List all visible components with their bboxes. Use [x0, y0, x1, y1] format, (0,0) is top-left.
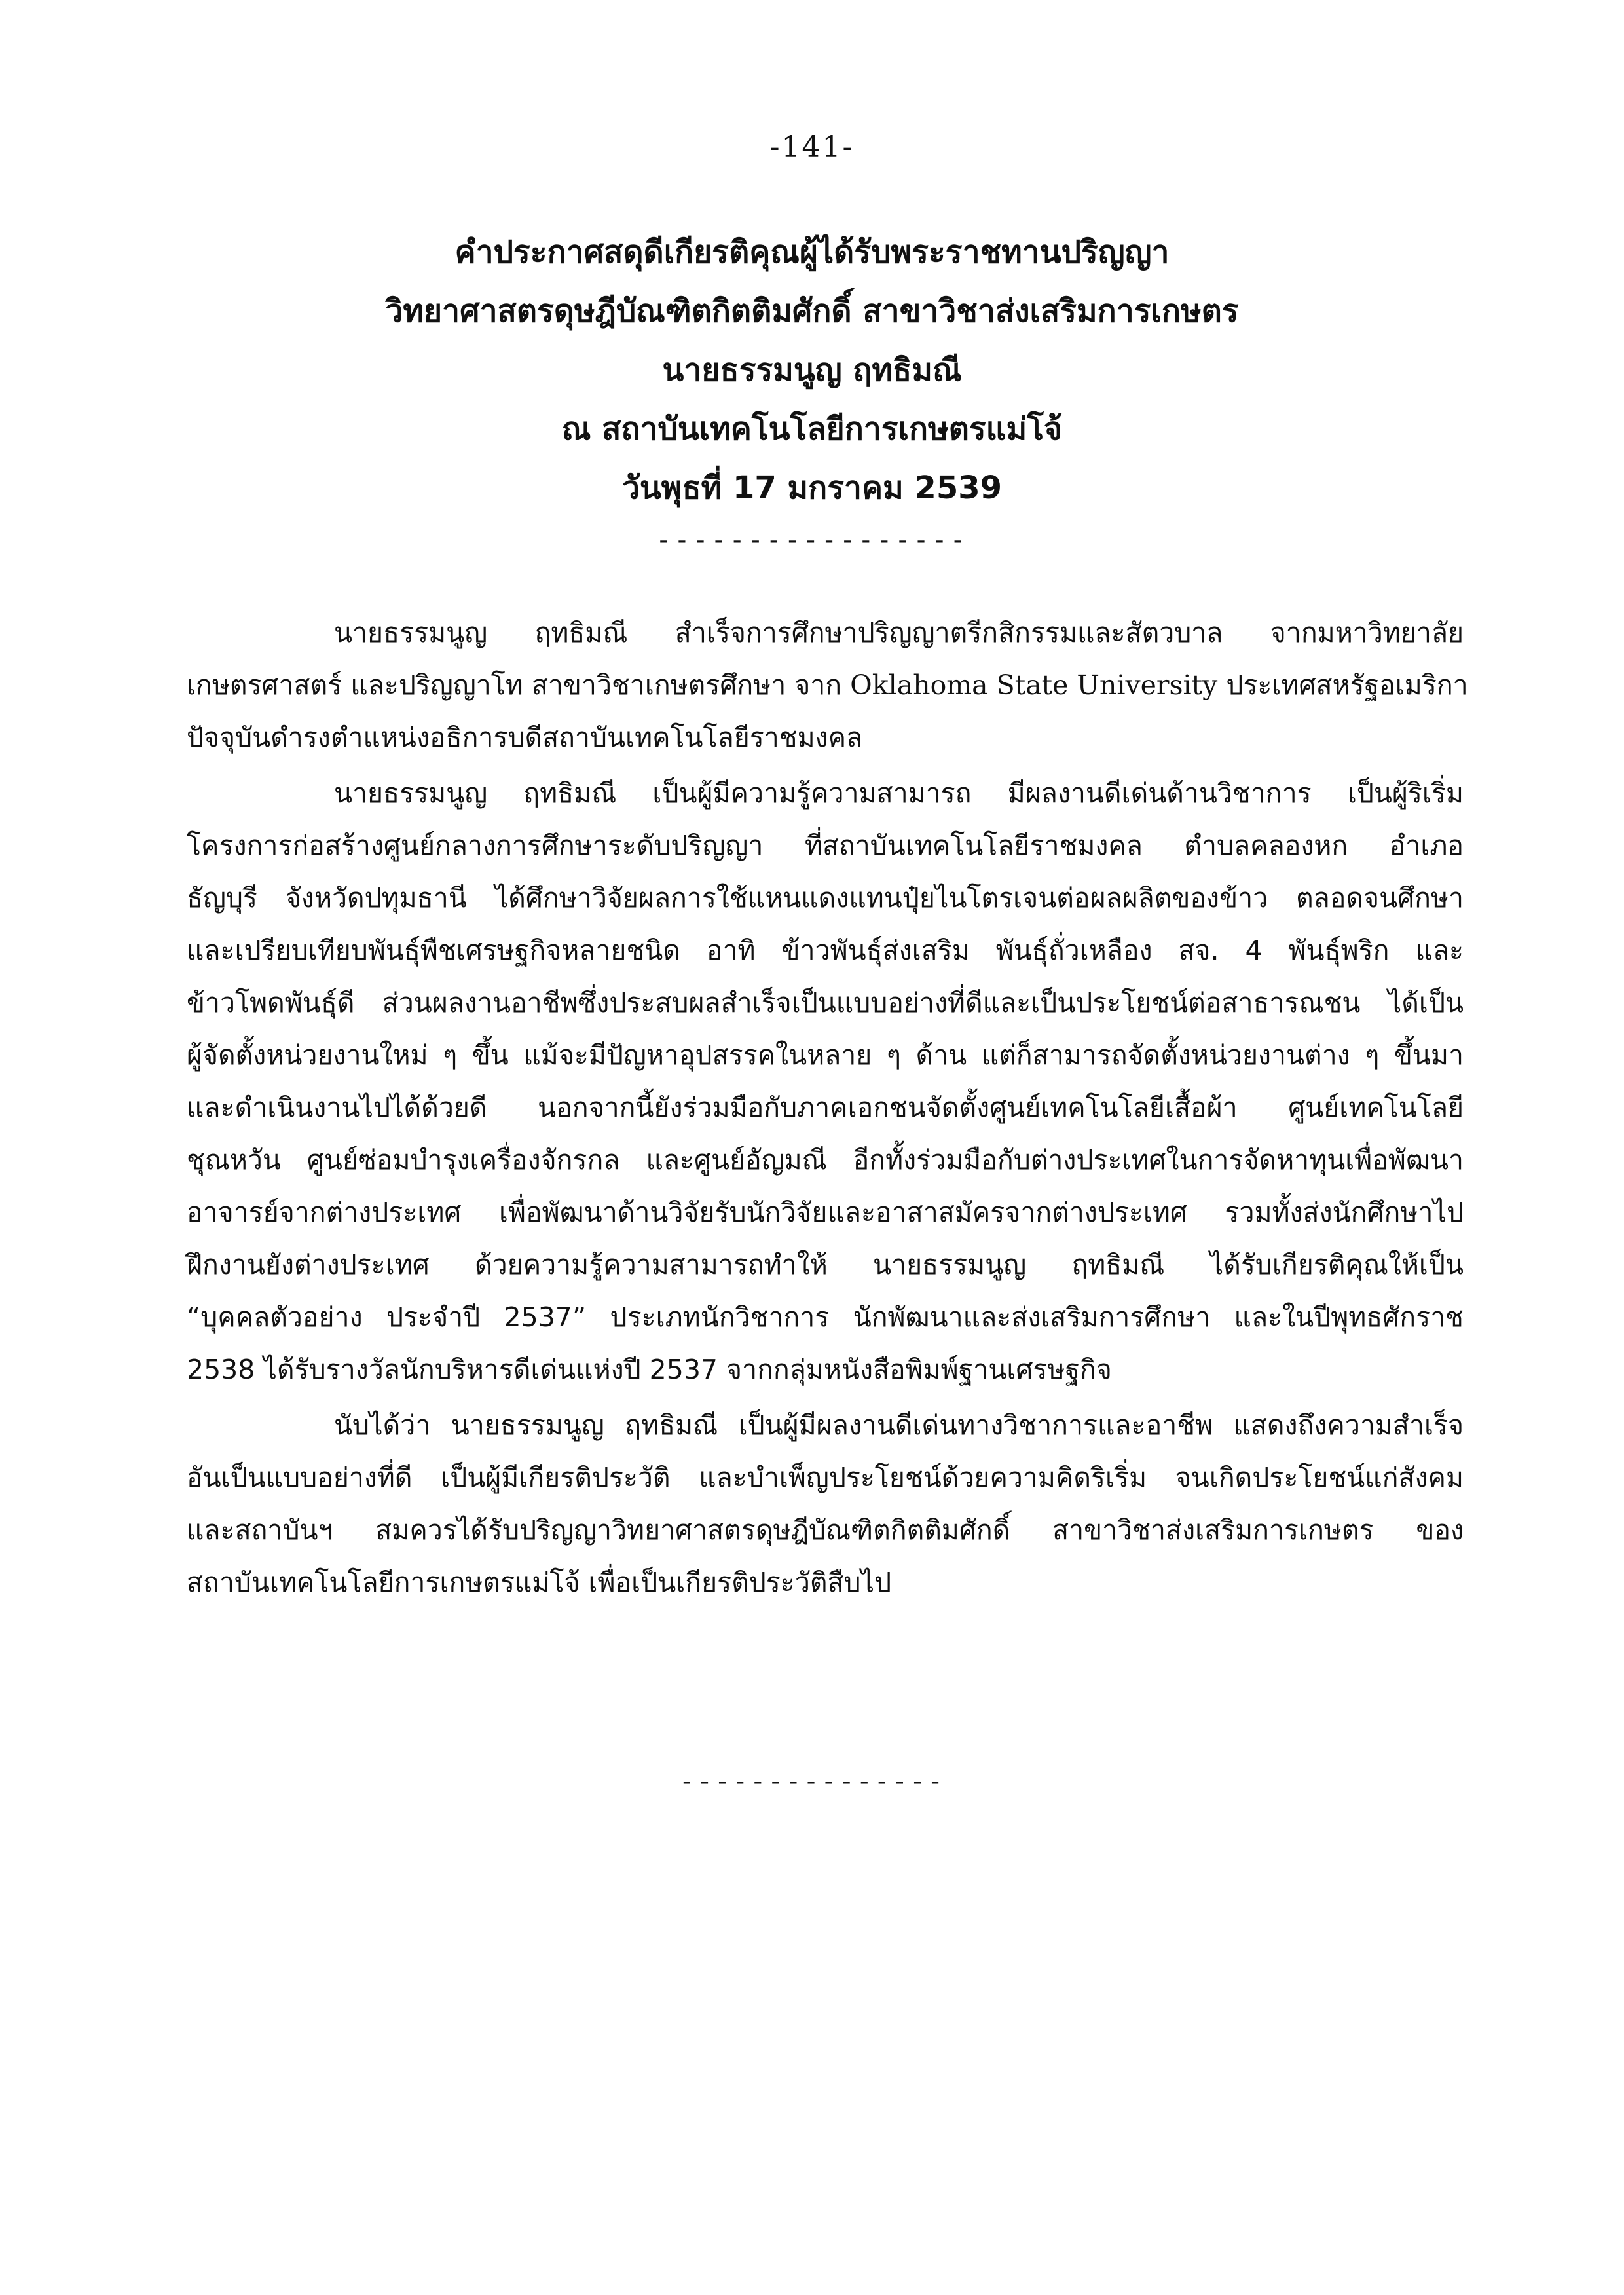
- university-name: Oklahoma State University: [850, 669, 1218, 701]
- end-divider: ---------------: [678, 1766, 946, 1797]
- paragraph-2-line-6: ผู้จัดตั้งหน่วยงานใหม่ ๆ ขึ้น แม้จะมีปัญหาอุปสรรคในหลาย ๆ ด้าน แต่ก็สามารถจัดตั้งหน่วยงานต่าง ๆ ขึ้นมา: [187, 1039, 1464, 1071]
- paragraph-2-line-1: นายธรรมนูญ ฤทธิมณี เป็นผู้มีความรู้ความสามารถ มีผลงานดีเด่นด้านวิชาการ เป็นผู้ริเริ่ม: [334, 777, 1464, 809]
- document-title: [131, 223, 1493, 517]
- paragraph-3-line-1: นับได้ว่า นายธรรมนูญ ฤทธิมณี เป็นผู้มีผลงานดีเด่นทางวิชาการและอาชีพ แสดงถึงความสำเร็จ: [334, 1409, 1464, 1441]
- title-line-1: คำประกาศสดุดีเกียรติคุณผู้ได้รับพระราชทานปริญญา: [454, 234, 1170, 271]
- paragraph-2-line-9: อาจารย์จากต่างประเทศ เพื่อพัฒนาด้านวิจัยรับนักวิจัยและอาสาสมัครจากต่างประเทศ รวมทั้งส่งนักศึกษาไป: [187, 1197, 1464, 1228]
- paragraph-1-line-1: นายธรรมนูญ ฤทธิมณี สำเร็จการศึกษาปริญญาตรีกสิกรรมและสัตวบาล จากมหาวิทยาลัย: [334, 617, 1464, 648]
- paragraph-1-line-3: ปัจจุบันดำรงตำแหน่งอธิการบดีสถาบันเทคโนโลยีราชมงคล: [187, 722, 863, 753]
- page-number: -141-: [769, 130, 855, 164]
- title-line-2: วิทยาศาสตรดุษฎีบัณฑิตกิตติมศักดิ์ สาขาวิชาส่งเสริมการเกษตร: [385, 293, 1239, 329]
- title-divider: -----------------: [655, 525, 969, 555]
- paragraph-2-line-5: ข้าวโพดพันธุ์ดี ส่วนผลงานอาชีพซึ่งประสบผลสำเร็จเป็นแบบอย่างที่ดีและเป็นประโยชน์ต่อสาธารณชน ได้เป็น: [187, 987, 1464, 1018]
- paragraph-2-line-10: ฝึกงานยังต่างประเทศ ด้วยความรู้ความสามารถทำให้ นายธรรมนูญ ฤทธิมณี ได้รับเกียรติคุณให้เป็น: [187, 1249, 1464, 1280]
- paragraph-1-line-2: [187, 662, 1468, 709]
- paragraph-2-line-12: 2538 ได้รับรางวัลนักบริหารดีเด่นแห่งปี 2537 จากกลุ่มหนังสือพิมพ์ฐานเศรษฐกิจ: [187, 1354, 1112, 1385]
- paragraph-2-line-11: “บุคคลตัวอย่าง ประจำปี 2537” ประเภทนักวิชาการ นักพัฒนาและส่งเสริมการศึกษา และในปีพุทธศักราช: [187, 1301, 1464, 1333]
- paragraph-2-line-7: และดำเนินงานไปได้ด้วยดี นอกจากนี้ยังร่วมมือกับภาคเอกชนจัดตั้งศูนย์เทคโนโลยีเสื้อผ้า ศูนย์เทคโนโลยี: [187, 1092, 1464, 1123]
- paragraph-1-line-2-text-c: ประเทศสหรัฐอเมริกา: [1217, 669, 1468, 701]
- paragraph-2-line-2: โครงการก่อสร้างศูนย์กลางการศึกษาระดับปริญญา ที่สถาบันเทคโนโลยีราชมงคล ตำบลคลองหก อำเภอ: [187, 830, 1464, 861]
- title-line-4: ณ สถาบันเทคโนโลยีการเกษตรแม่โจ้: [561, 411, 1063, 447]
- paragraph-2-line-8: ชุณหวัน ศูนย์ซ่อมบำรุงเครื่องจักรกล และศูนย์อัญมณี อีกทั้งร่วมมือกับต่างประเทศในการจัดหาทุนเพื่อพัฒนา: [187, 1144, 1464, 1176]
- paragraph-1-line-2-text-a: เกษตรศาสตร์ และปริญญาโท สาขาวิชาเกษตรศึกษา จาก: [187, 669, 851, 701]
- paragraph-2-line-3: ธัญบุรี จังหวัดปทุมธานี ได้ศึกษาวิจัยผลการใช้แหนแดงแทนปุ๋ยไนโตรเจนต่อผลผลิตของข้าว ตลอดจนศึกษา: [187, 882, 1464, 914]
- paragraph-3-line-3: และสถาบันฯ สมควรได้รับปริญญาวิทยาศาสตรดุษฎีบัณฑิตกิตติมศักดิ์ สาขาวิชาส่งเสริมการเกษตร ของ: [187, 1514, 1464, 1546]
- title-line-3: นายธรรมนูญ ฤทธิมณี: [662, 352, 962, 388]
- title-line-5: วันพุธที่ 17 มกราคม 2539: [621, 470, 1003, 506]
- paragraph-3-line-4: สถาบันเทคโนโลยีการเกษตรแม่โจ้ เพื่อเป็นเกียรติประวัติสืบไป: [187, 1567, 892, 1598]
- paragraph-3-line-2: อันเป็นแบบอย่างที่ดี เป็นผู้มีเกียรติประวัติ และบำเพ็ญประโยชน์ด้วยความคิดริเริ่ม จนเกิดประโยชน์แก่สังคม: [187, 1462, 1464, 1493]
- paragraph-2-line-4: และเปรียบเทียบพันธุ์พืชเศรษฐกิจหลายชนิด อาทิ ข้าวพันธุ์ส่งเสริม พันธุ์ถั่วเหลือง สจ. 4 พันธุ์พริก และ: [187, 935, 1464, 966]
